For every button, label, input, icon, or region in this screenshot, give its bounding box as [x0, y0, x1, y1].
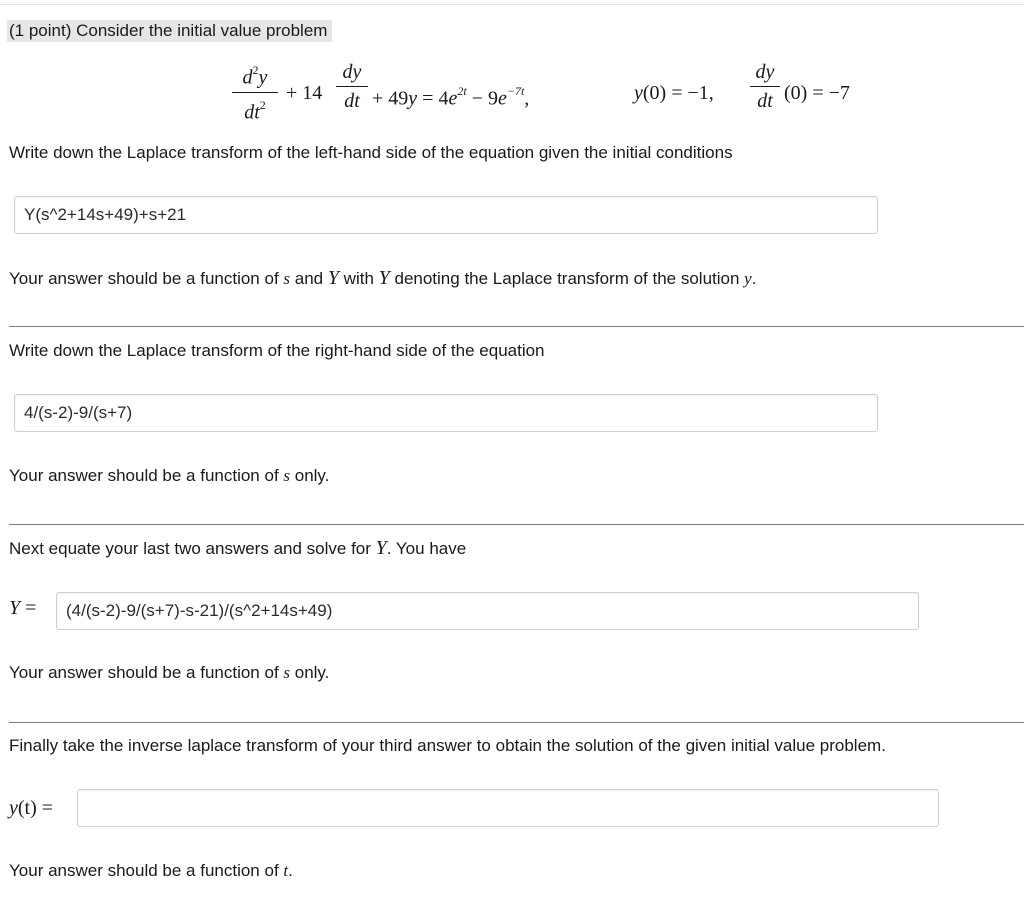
ode-equation — [232, 60, 892, 124]
y-of-t-label: y(t) = — [9, 797, 54, 819]
part3-prompt: Next equate your last two answers and solve for Y. You have — [9, 537, 467, 559]
y-equals-label: Y = — [9, 597, 37, 619]
rhs-transform-input[interactable]: 4/(s-2)-9/(s+7) — [14, 394, 878, 432]
first-derivative-fraction: dy dt — [336, 60, 368, 113]
section-divider — [9, 326, 1024, 327]
initial-condition-y: y(0) = −1, — [634, 82, 714, 104]
part4-hint: Your answer should be a function of t. — [9, 861, 293, 880]
part2-hint: Your answer should be a function of s only. — [9, 466, 330, 485]
lhs-transform-input[interactable]: Y(s^2+14s+49)+s+21 — [14, 196, 878, 234]
coef-14: + 14 — [286, 82, 323, 104]
problem-header: (1 point) Consider the initial value problem — [7, 20, 332, 42]
initial-condition-dy: (0) = −7 — [784, 82, 850, 104]
solution-input[interactable] — [77, 789, 939, 827]
part2-prompt: Write down the Laplace transform of the right-hand side of the equation — [9, 341, 545, 360]
part4-prompt: Finally take the inverse laplace transform of your third answer to obtain the solution of the given initial value problem. — [9, 736, 886, 755]
solve-for-Y-input[interactable]: (4/(s-2)-9/(s+7)-s-21)/(s^2+14s+49) — [56, 592, 919, 630]
top-divider — [0, 4, 1024, 5]
part1-prompt: Write down the Laplace transform of the left-hand side of the equation given the initial conditions — [9, 143, 733, 162]
part1-hint: Your answer should be a function of s and Y with Y denoting the Laplace transform of the solution y. — [9, 267, 757, 289]
rhs-expression: + $49y = 4e^{2t} - 9e^{-7t}$, — [372, 84, 530, 110]
section-divider — [9, 722, 1024, 723]
part3-hint: Your answer should be a function of s only. — [9, 663, 330, 682]
section-divider — [9, 524, 1024, 525]
second-derivative-fraction: $d^2y$ $dt^2$ — [232, 60, 278, 124]
initial-condition-derivative-fraction: dy dt — [750, 60, 780, 113]
